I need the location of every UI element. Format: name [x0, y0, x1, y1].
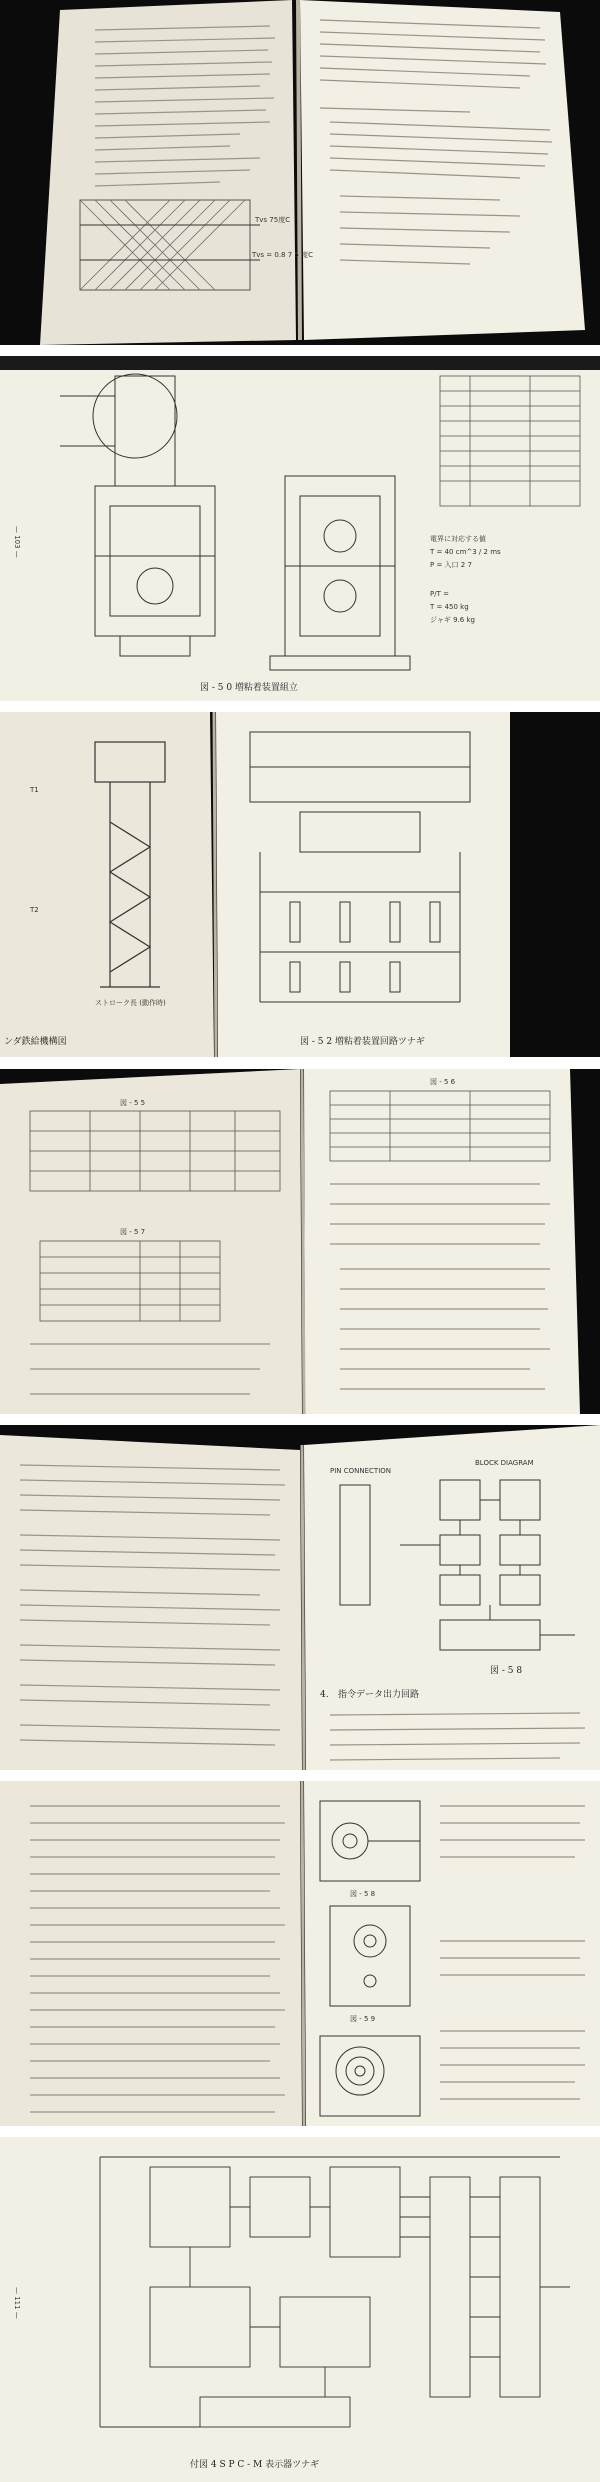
figure-caption: 図 - 5 8 — [490, 1666, 523, 1676]
svg-text:P/T =: P/T = — [430, 590, 449, 598]
caption-right: 図 - 5 2 増粘着装置回路ツナギ — [300, 1037, 425, 1047]
photo-2 — [0, 356, 600, 701]
label-bottom: T2 — [30, 906, 39, 914]
block-diagram-spread — [0, 1425, 600, 1770]
svg-text:電界に対応する値: 電界に対応する値 — [430, 535, 486, 543]
diagram-label-a: Tvs 75度C — [255, 216, 291, 224]
book-spread — [0, 0, 600, 345]
photo-5 — [0, 1425, 600, 1770]
photo-1 — [0, 0, 600, 345]
pin-connection-title: PIN CONNECTION — [330, 1467, 392, 1475]
spring-and-circuit — [0, 712, 600, 1057]
svg-text:ジャギ 9.6 kg: ジャギ 9.6 kg — [430, 616, 475, 624]
knob-figures-spread — [0, 1781, 600, 2126]
caption-left: ンダ鉄給機構図 — [4, 1037, 67, 1047]
fig-label-2: 図 - 5 9 — [350, 2015, 376, 2023]
label-top: T1 — [30, 786, 39, 794]
figure-caption: 付図 4 S P C - M 表示器ツナギ — [190, 2460, 320, 2470]
table-title-2: 図 - 5 7 — [120, 1228, 146, 1236]
photo-4 — [0, 1069, 600, 1414]
photo-6 — [0, 1781, 600, 2126]
photo-3 — [0, 712, 600, 1057]
svg-text:T = 40 cm^3 / 2 ms: T = 40 cm^3 / 2 ms — [430, 548, 501, 556]
wiring-schematic — [0, 2137, 600, 2482]
table-title-1: 図 - 5 5 — [120, 1099, 146, 1107]
stroke-label: ストローク長 (動作時) — [95, 999, 166, 1007]
tables-spread — [0, 1069, 600, 1414]
section-number: 4. — [320, 1690, 329, 1700]
diagram-label-b: Tvs = 0.8 7 5 度C — [252, 251, 313, 259]
table-title-3: 図 - 5 6 — [430, 1078, 456, 1086]
photo-7 — [0, 2137, 600, 2482]
assembly-drawing — [0, 356, 600, 701]
section-title: 指令データ出力回路 — [338, 1690, 420, 1700]
block-diagram-title: BLOCK DIAGRAM — [475, 1459, 534, 1467]
fig-label-1: 図 - 5 8 — [350, 1890, 376, 1898]
page-number: — 103 — — [13, 526, 21, 558]
svg-text:P = 入口 2 7: P = 入口 2 7 — [430, 561, 472, 569]
page-number: — 111 — — [13, 2287, 21, 2319]
svg-text:T = 450 kg: T = 450 kg — [430, 603, 469, 611]
figure-caption: 図 - 5 0 増粘着装置組立 — [200, 683, 298, 693]
